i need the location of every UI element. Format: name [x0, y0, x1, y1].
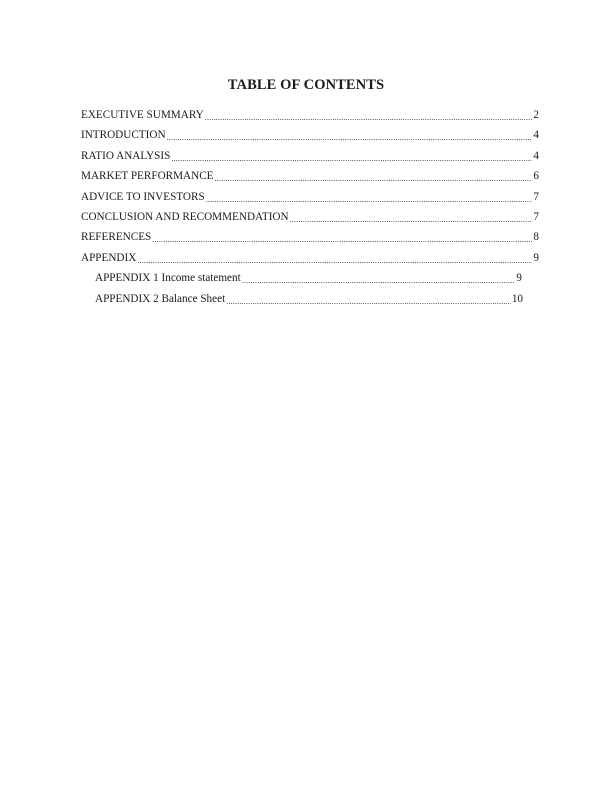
toc-entry-label: MARKET PERFORMANCE	[81, 170, 214, 182]
toc-entry-executive-summary[interactable]	[81, 106, 539, 122]
toc-entry-label: APPENDIX 1 Income statement	[95, 272, 241, 284]
toc-entry-appendix-1-income-statement[interactable]	[95, 269, 522, 285]
dot-leader	[152, 230, 532, 244]
toc-page-number: 8	[533, 231, 539, 243]
toc-entry-advice-to-investors[interactable]	[81, 188, 539, 204]
toc-title: TABLE OF CONTENTS	[227, 77, 385, 93]
toc-page-number: 6	[533, 170, 539, 182]
dot-leader	[206, 190, 533, 204]
toc-entry-appendix-2-balance-sheet[interactable]	[95, 290, 523, 306]
toc-page-number: 7	[533, 191, 539, 203]
toc-entry-label: EXECUTIVE SUMMARY	[81, 109, 204, 121]
toc-page-number: 7	[533, 211, 539, 223]
toc-page-number: 10	[511, 293, 523, 305]
toc-entry-conclusion-and-recommendation[interactable]	[81, 208, 539, 224]
toc-entry-label: INTRODUCTION	[81, 129, 166, 141]
dot-leader	[205, 108, 533, 122]
dot-leader	[290, 210, 533, 224]
dot-leader	[171, 149, 532, 163]
toc-entry-label: APPENDIX 2 Balance Sheet	[95, 293, 226, 305]
dot-leader	[242, 271, 516, 285]
dot-leader	[215, 169, 533, 183]
toc-entry-market-performance[interactable]	[81, 167, 539, 183]
dot-leader	[137, 251, 532, 265]
toc-entry-introduction[interactable]	[81, 126, 539, 142]
toc-page-number: 4	[533, 129, 539, 141]
toc-entry-label: RATIO ANALYSIS	[81, 150, 171, 162]
toc-page-number: 2	[533, 109, 539, 121]
toc-entry-label: ADVICE TO INVESTORS	[81, 191, 205, 203]
toc-entry-ratio-analysis[interactable]	[81, 147, 539, 163]
toc-page-number: 4	[533, 150, 539, 162]
dot-leader	[226, 292, 511, 306]
toc-page-number: 9	[516, 272, 522, 284]
toc-entry-label: APPENDIX	[81, 252, 137, 264]
dot-leader	[167, 128, 533, 142]
toc-entry-appendix[interactable]	[81, 249, 539, 265]
toc-entry-label: REFERENCES	[81, 231, 152, 243]
toc-page-number: 9	[533, 252, 539, 264]
toc-entry-references[interactable]	[81, 228, 539, 244]
toc-entry-label: CONCLUSION AND RECOMMENDATION	[81, 211, 289, 223]
